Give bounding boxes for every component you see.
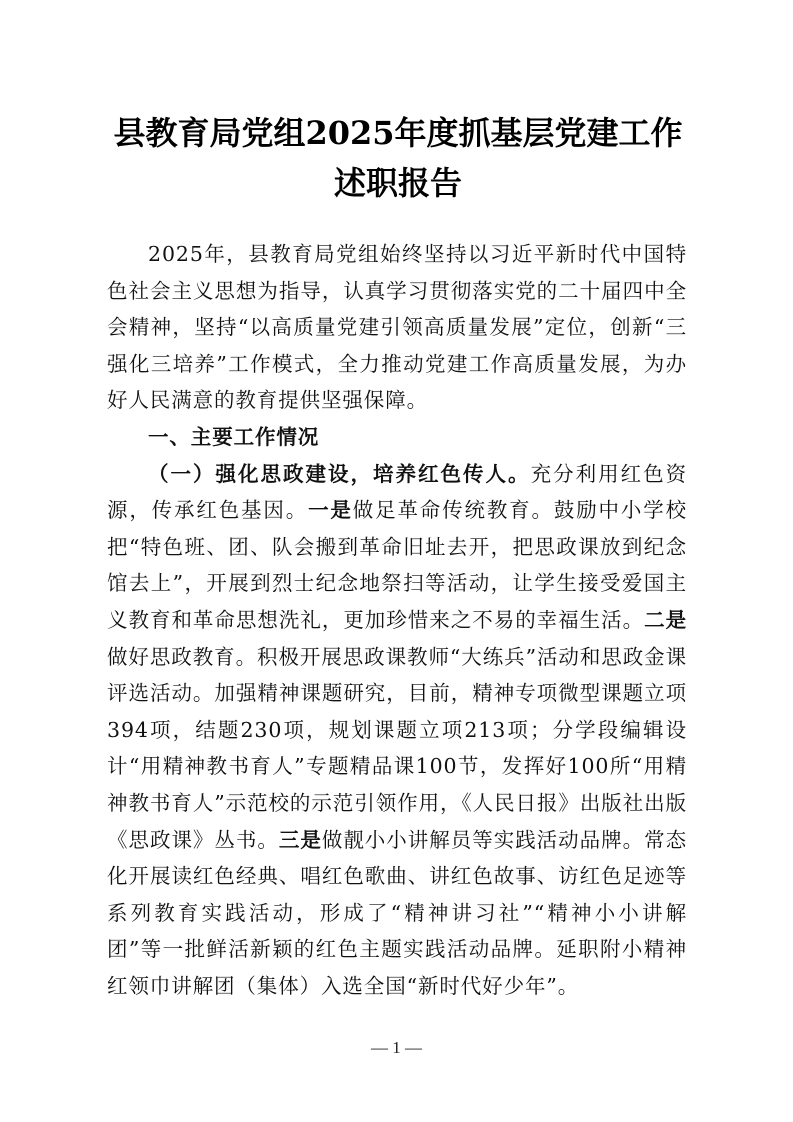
point-1-label: 一是 [308, 498, 353, 523]
page-number: — 1 — [371, 1038, 422, 1057]
point-2-text: 做好思政教育。积极开展思政课教师“大练兵”活动和思政金课评选活动。加强精神课题研究，目前，精神专项微型课题立项394项，结题230项，规划课题立项213项；分学段编辑设计“用精神教书育人”专题精品课100节，发挥好100所“用精神教书育人”示范校的示范引领作用，《人民日报》出版社出版《思政课》丛书。 [107, 644, 687, 852]
intro-paragraph: 2025年，县教育局党组始终坚持以习近平新时代中国特色社会主义思想为指导，认真学习贯彻落实党的二十届四中全会精神，坚持“以高质量党建引领高质量发展”定位，创新“三强化三培养”工作模式，全力推动党建工作高质量发展，为办好人民满意的教育提供坚强保障。 [107, 242, 687, 413]
subsection-paragraph [107, 456, 687, 1005]
section-heading: 一、主要工作情况 [148, 424, 320, 449]
title-line-1: 县教育局党组2025年度抓基层党建工作 [113, 114, 683, 152]
document-body [107, 236, 687, 1004]
subsection-lead: 充分利用红色资源，传承红色基因。 [107, 461, 687, 523]
point-1-text: 做足革命传统教育。鼓励中小学校把“特色班、团、队会搬到革命旧址去开，把思政课放到纪念馆去上”，开展到烈士纪念地祭扫等活动，让学生接受爱国主义教育和革命思想洗礼，更加珍惜来之不易的幸福生活。 [107, 498, 687, 632]
point-2-label: 二是 [644, 607, 687, 632]
document-title [100, 108, 696, 208]
point-3-label: 三是 [278, 827, 322, 852]
point-3-text: 做靓小小讲解员等实践活动品牌。常态化开展读红色经典、唱红色歌曲、讲红色故事、访红色足迹等系列教育实践活动，形成了“精神讲习社”“精神小小讲解团”等一批鲜活新颖的红色主题实践活动品牌。延职附小精神红领巾讲解团（集体）入选全国“新时代好少年”。 [107, 827, 687, 998]
title-line-2: 述职报告 [333, 164, 462, 202]
subsection-heading: （一）强化思政建设，培养红色传人。 [148, 461, 531, 486]
